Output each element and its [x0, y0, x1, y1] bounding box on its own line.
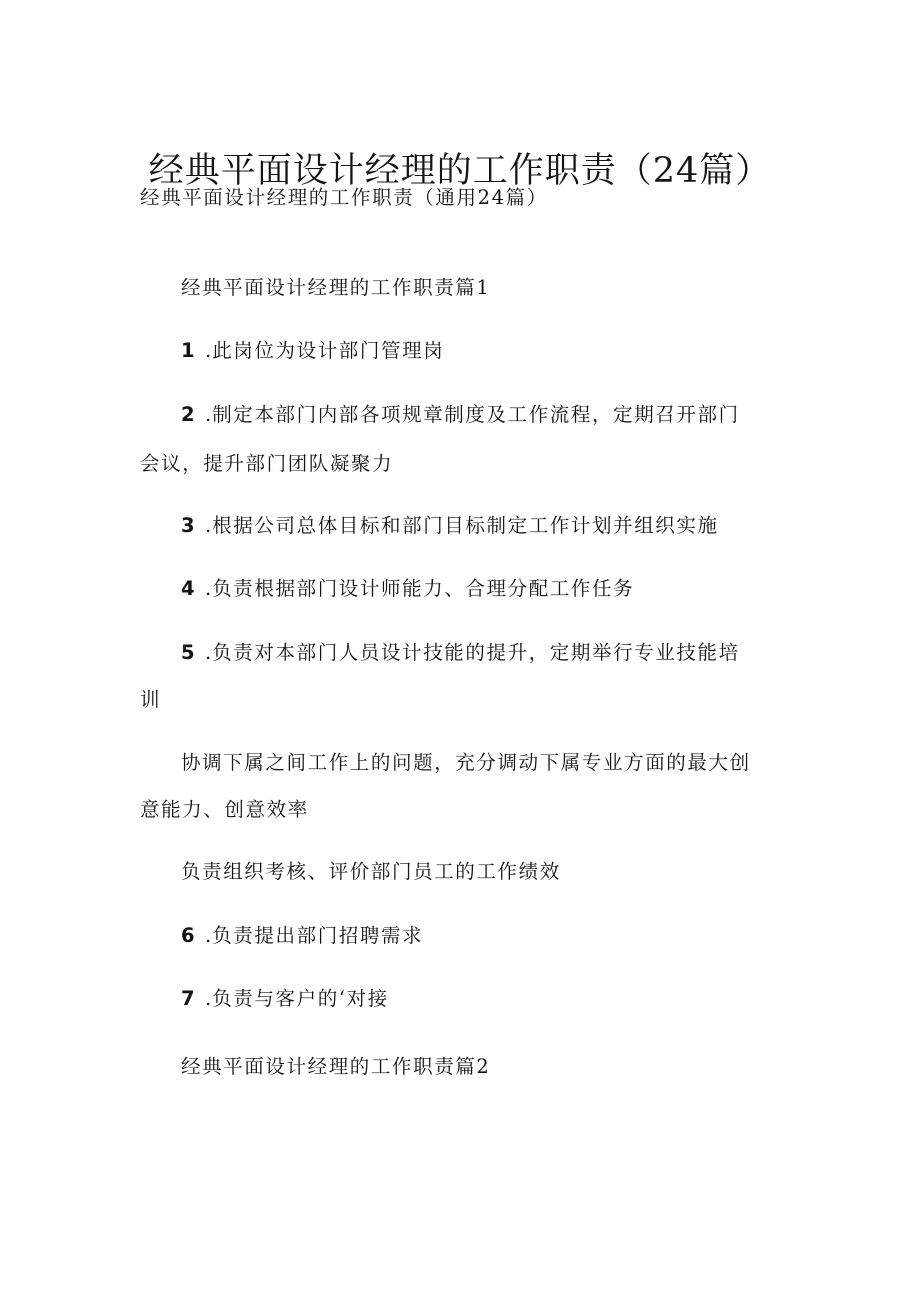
list-item — [181, 985, 389, 1013]
section-heading-2: 经典平面设计经理的工作职责篇2 — [181, 1055, 491, 1078]
document-subtitle: 经典平面设计经理的工作职责（通用24篇） — [140, 186, 548, 209]
item-number: 3 — [181, 514, 197, 537]
item-text: 负责与客户的‘对接 — [212, 987, 389, 1010]
item-separator: . — [205, 403, 213, 426]
section-heading-1: 经典平面设计经理的工作职责篇1 — [181, 276, 491, 299]
list-item — [181, 512, 719, 540]
item-number: 5 — [181, 641, 197, 664]
item-number: 2 — [181, 403, 197, 426]
item-number: 7 — [181, 987, 197, 1010]
list-item-continuation: 训 — [140, 688, 162, 711]
item-number: 4 — [181, 577, 197, 600]
list-item — [181, 337, 444, 365]
item-separator: . — [205, 339, 213, 362]
paragraph-coordination: 协调下属之间工作上的问题，充分调动下属专业方面的最大创 — [181, 751, 751, 774]
item-separator: . — [205, 987, 213, 1010]
list-item — [181, 575, 634, 603]
item-number: 1 — [181, 339, 197, 362]
item-number: 6 — [181, 924, 197, 947]
item-separator: . — [205, 577, 213, 600]
list-item — [181, 401, 740, 429]
list-item — [181, 639, 740, 667]
item-text: 此岗位为设计部门管理岗 — [212, 339, 445, 362]
item-text: 制定本部门内部各项规章制度及工作流程，定期召开部门 — [212, 403, 740, 426]
item-separator: . — [205, 514, 213, 537]
item-separator: . — [205, 641, 213, 664]
paragraph-coordination-continuation: 意能力、创意效率 — [140, 798, 309, 821]
item-text: 负责根据部门设计师能力、合理分配工作任务 — [212, 577, 635, 600]
list-item-continuation: 会议，提升部门团队凝聚力 — [140, 452, 394, 475]
document-title: 经典平面设计经理的工作职责（24篇） — [148, 151, 772, 191]
list-item — [181, 922, 423, 950]
item-text: 根据公司总体目标和部门目标制定工作计划并组织实施 — [212, 514, 719, 537]
item-text: 负责提出部门招聘需求 — [212, 924, 424, 947]
item-text: 负责对本部门人员设计技能的提升，定期举行专业技能培 — [212, 641, 740, 664]
item-separator: . — [205, 924, 213, 947]
paragraph-assessment: 负责组织考核、评价部门员工的工作绩效 — [181, 860, 561, 883]
